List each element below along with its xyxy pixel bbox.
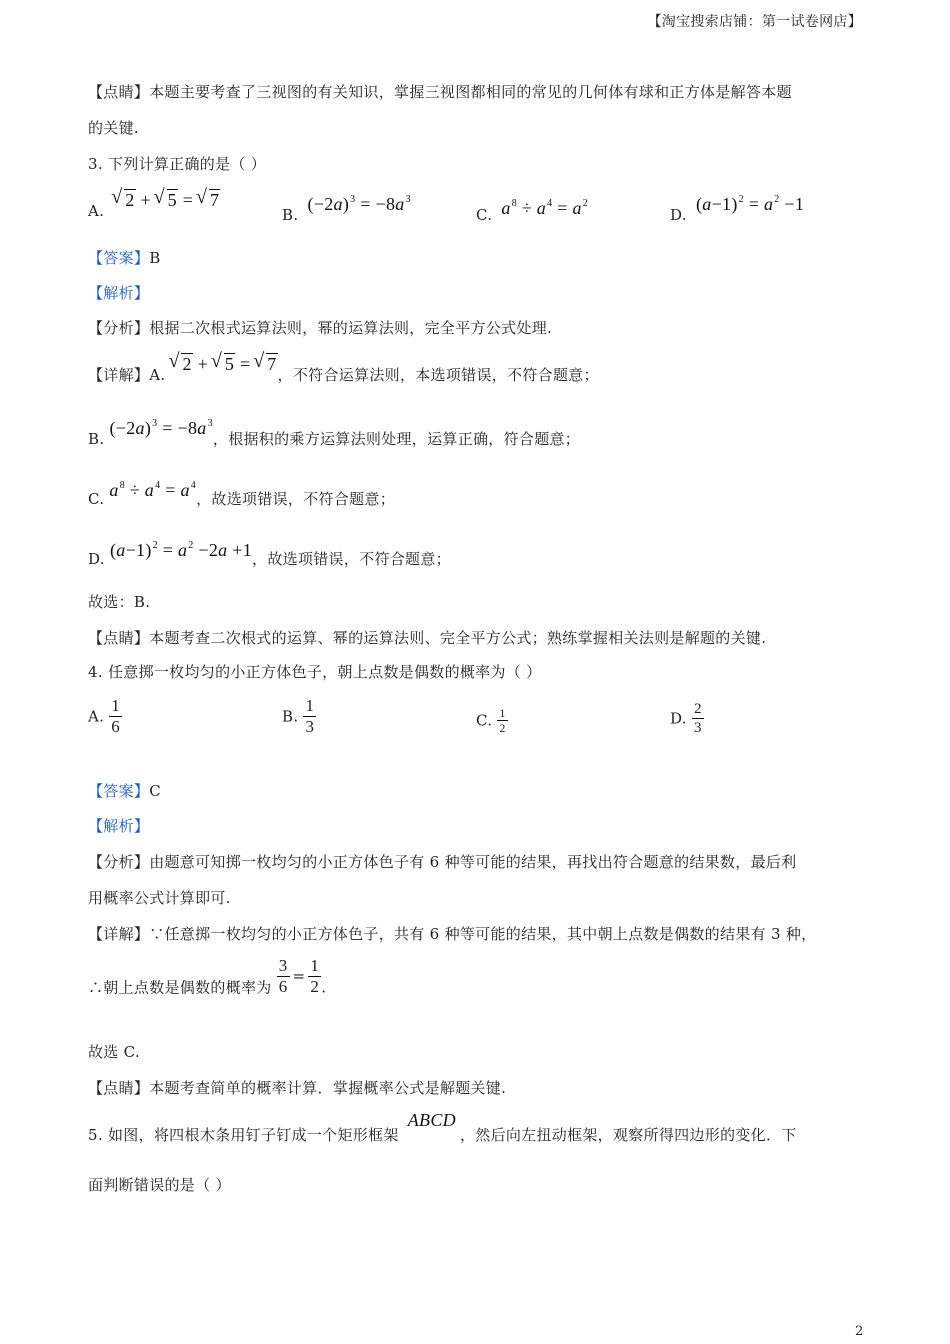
math-expression: $a^8 \div a^4 = a^4$ [109,480,197,500]
q4-option-c [476,706,508,735]
q4-stem: 4. 任意掷一枚均匀的小正方体色子，朝上点数是偶数的概率为（ ） [88,663,542,681]
xiangjie-label: 【详解】 [88,366,150,384]
math-expression: $(a-1)^2 = a^2 -1$ [695,194,805,214]
equals-sign: = [292,966,306,985]
q3-detail-b [88,418,581,449]
answer-value: B [149,249,161,267]
frac-numerator: 1 [499,706,506,720]
q4-option-d [670,700,704,737]
q4-option-b [282,696,316,737]
fenxi-label: 【分析】 [88,319,150,337]
answer-label: 【答案】 [88,249,150,267]
option-label: D. [670,709,687,728]
q4-fenxi-line2: 用概率公式计算即可. [88,889,231,907]
math-expression: $(-2a)^3 = -8a^3$ [307,194,411,214]
math-expression: $a^8 \div a^4 = a^2$ [501,198,589,218]
q3-fenxi [88,318,552,338]
q2-dianjing-line2: 的关键. [88,119,139,137]
frac-denominator: 3 [693,720,702,736]
dianjing-text: 本题主要考查了三视图的有关知识，掌握三视图都相同的常见的几何体有球和正方体是解答本题 [149,83,792,101]
q4-fenxi [88,852,797,872]
q4-conclusion: 故选 C. [88,1043,140,1061]
math-expression: $(a-1)^2 = a^2 -2a +1$ [109,540,253,560]
q3-dianjing [88,628,766,648]
probability-text: ∴朝上点数是偶数的概率为 [88,978,272,997]
q3-detail-a [88,354,599,385]
frac-denominator: 2 [499,721,506,735]
q3-conclusion: 故选：B. [88,593,151,611]
stem-text: 5. 如图，将四根木条用钉子钉成一个矩形框架 [88,1126,399,1144]
stem-text-cont: ，然后向左扭动框架，观察所得四边形的变化．下 [459,1126,797,1144]
dianjing-label: 【点睛】 [88,83,150,101]
fenxi-text: 由题意可知掷一枚均匀的小正方体色子有 6 种等可能的结果，再找出符合题意的结果数，最后利 [149,853,797,871]
detail-text: ，故选项错误，不符合题意； [252,550,451,568]
option-label: C. [476,206,493,224]
q5-stem-line2: 面判断错误的是（ ） [88,1176,231,1194]
q4-option-a [88,696,122,737]
q5-stem [88,1110,797,1145]
option-label: A. [88,202,105,220]
math-expression: √ 2 + √ 5 = √ 7 [113,190,220,210]
q3-option-c [476,200,588,225]
detail-prefix: C. [88,490,105,508]
fenxi-label: 【分析】 [88,853,150,871]
q3-option-a [88,190,220,221]
math-expression: $(-2a)^3 = -8a^3$ [109,418,213,438]
frac-numerator: 1 [111,696,121,715]
option-label: B. [282,707,299,726]
q4-answer [88,781,161,801]
frame-name: ABCD [407,1110,456,1130]
shop-tag: 【淘宝搜索店铺：第一试卷网店】 [647,14,862,30]
detail-text: ，根据积的乘方运算法则处理，运算正确，符合题意； [212,430,581,448]
math-expression: √ 2 + √ 5 = √ 7 [170,354,277,374]
q4-jiexi-label: 【解析】 [88,817,150,835]
q4-xiangjie [88,924,816,944]
frac-denominator: 6 [278,977,288,996]
q4-dianjing [88,1078,506,1098]
q4-probability-line [88,956,326,998]
option-label: B. [282,206,299,224]
option-label: A. [88,707,105,726]
frac-denominator: 3 [305,717,315,736]
fenxi-text: 根据二次根式运算法则，幂的运算法则，完全平方公式处理. [149,319,553,337]
q3-answer [88,248,161,268]
frac-denominator: 2 [310,977,320,996]
answer-value: C [149,782,161,800]
page-number: 2 [855,1324,864,1339]
q3-jiexi-label: 【解析】 [88,284,150,302]
xiangjie-label: 【详解】 [88,925,150,943]
detail-text: ，不符合运算法则，本选项错误，不符合题意； [277,366,599,384]
q3-stem: 3. 下列计算正确的是（ ） [88,155,267,173]
q3-detail-d [88,540,451,569]
detail-prefix: B. [88,430,105,448]
dianjing-text: 本题考查二次根式的运算、幂的运算法则、完全平方公式；熟练掌握相关法则是解题的关键. [149,629,767,647]
frac-numerator: 1 [310,956,320,975]
frac-numerator: 3 [278,956,288,975]
dianjing-text: 本题考查简单的概率计算．掌握概率公式是解题关键. [149,1079,507,1097]
frac-numerator: 1 [305,696,315,715]
q2-dianjing [88,82,792,102]
option-label: D. [670,206,687,224]
xiangjie-text: ∵任意掷一枚均匀的小正方体色子，共有 6 种等可能的结果，其中朝上点数是偶数的结果有 3 种， [149,925,817,943]
dianjing-label: 【点睛】 [88,1079,150,1097]
answer-label: 【答案】 [88,782,150,800]
detail-text: ，故选项错误，不符合题意； [196,490,396,508]
detail-prefix: D. [88,550,105,568]
q3-option-b [282,194,411,225]
q3-detail-c [88,480,396,509]
dianjing-label: 【点睛】 [88,629,150,647]
option-label: C. [476,711,493,730]
q3-option-d [670,194,805,225]
detail-prefix: A. [149,366,166,384]
frac-denominator: 6 [111,717,121,736]
frac-numerator: 2 [693,701,702,717]
period: . [321,978,327,997]
